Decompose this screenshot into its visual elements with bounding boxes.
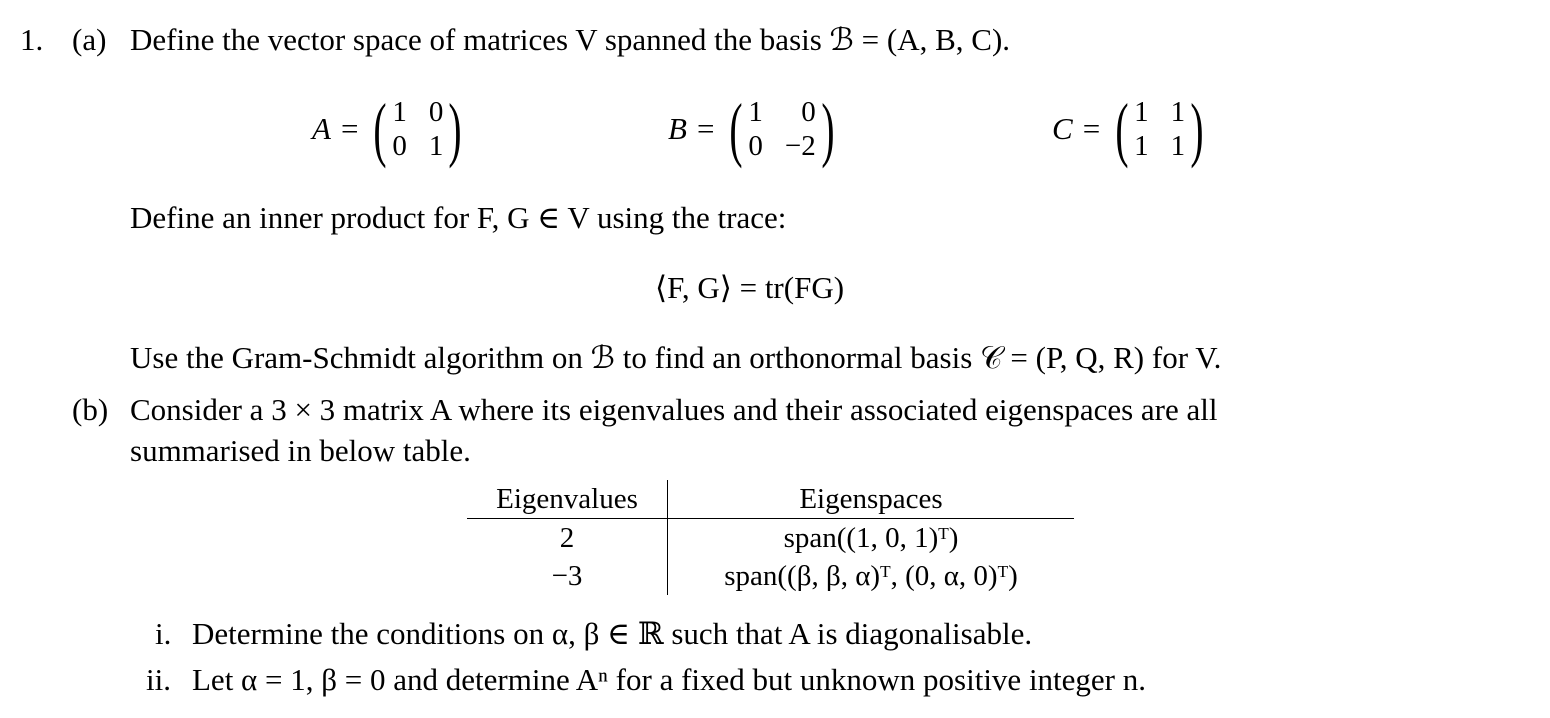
table-cell: span((β, β, α)ᵀ, (0, α, 0)ᵀ) (724, 560, 1018, 592)
table-header-row (467, 480, 1074, 519)
table-row (467, 519, 1074, 558)
table-header: Eigenspaces (668, 480, 1075, 519)
matrix-cell: 1 (1170, 96, 1186, 128)
subpart-i-text: Determine the conditions on α, β ∈ ℝ such that A is diagonalisable. (192, 616, 1033, 651)
part-a-label: (a) (72, 22, 107, 57)
inner-product-formula: ⟨F, G⟩ = tr(FG) (655, 270, 845, 305)
matrix-a-name: A (312, 111, 331, 146)
subpart-ii-text: Let α = 1, β = 0 and determine Aⁿ for a fixed but unknown positive integer n. (192, 662, 1147, 697)
matrix-cell: 0 (748, 130, 763, 162)
matrix-b-name: B (668, 111, 687, 146)
matrix-cell: 1 (428, 130, 444, 162)
matrix-cell: 1 (392, 96, 407, 128)
subpart-ii-label: ii. (146, 662, 171, 697)
eigen-table (467, 480, 1074, 595)
matrix-cell: −2 (784, 130, 816, 162)
matrix-a: A = ( 1 0 0 1 ) (312, 89, 462, 169)
table-cell: 2 (467, 519, 668, 558)
subpart-i-label: i. (155, 616, 172, 651)
matrix-b: B = ( 1 0 0 −2 ) (668, 89, 835, 169)
matrix-cell: 0 (392, 130, 407, 162)
matrix-cell: 0 (801, 96, 816, 128)
matrix-c-name: C (1052, 111, 1073, 146)
matrix-cell: 1 (1170, 130, 1186, 162)
part-b-text-line2: summarised in below table. (130, 433, 471, 468)
part-a-intro: Define the vector space of matrices V spanned the basis ℬ = (A, B, C). (130, 22, 1011, 57)
matrix-c: C = ( 1 1 1 1 ) (1052, 89, 1204, 169)
part-b-text-line1: Consider a 3 × 3 matrix A where its eigenvalues and their associated eigenspaces are all (130, 392, 1218, 427)
table-cell: span((1, 0, 1)ᵀ) (783, 522, 959, 554)
inner-product-text: Define an inner product for F, G ∈ V using the trace: (130, 200, 787, 235)
question-number: 1. (20, 22, 44, 57)
part-b-label: (b) (72, 392, 109, 427)
table-cell: −3 (467, 557, 668, 595)
table-header: Eigenvalues (467, 480, 668, 519)
table-row (467, 557, 1074, 595)
matrix-cell: 1 (1134, 130, 1149, 162)
part-a-task: Use the Gram-Schmidt algorithm on ℬ to find an orthonormal basis 𝒞 = (P, Q, R) for V. (130, 340, 1222, 375)
matrix-cell: 1 (1134, 96, 1149, 128)
matrix-cell: 0 (428, 96, 444, 128)
matrix-cell: 1 (748, 96, 763, 128)
